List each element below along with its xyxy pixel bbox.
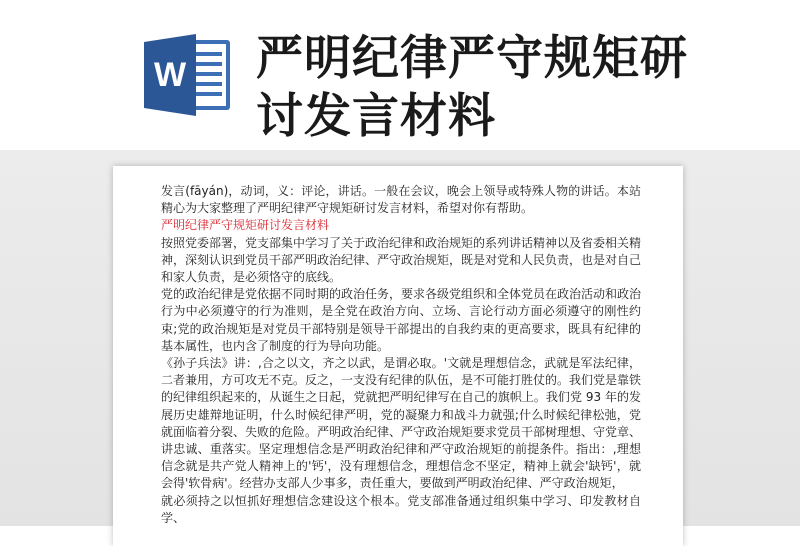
title-line-2: 讨发言材料 — [256, 89, 496, 144]
paragraph-body: 《孙子兵法》讲：,合之以文，齐之以武，是谓必取。'文就是理想信念，武就是军法纪律，二者兼用，方可攻无不克。反之，一支没有纪律的队伍，是不可能打胜仗的。我们党是靠铁的纪律组织起来的，从诞生之日起，党就把严明纪律写在自己的旗帜上。我们党 93 年的发展历史雄辩地证明，什么时候纪律严明，党的凝聚力和战斗力就强;什么时候纪律松弛，党就面临着分裂、失败的危险。严明政治纪律、严守政治规矩要求党员干部树理想、守党章、讲忠诚、重落实。坚定理想信念是严明政治纪律和严守政治规矩的前提条件。指出：,理想信念就是共产党人精神上的'钙'，没有理想信念，理想信念不坚定，精神上就会'缺钙'，就会得'软骨病'。经营办支部人少事多，责任重大，要做到严明政治纪律、严守政治规矩， — [161, 356, 642, 491]
document-body — [161, 183, 641, 527]
word-document-icon — [142, 34, 234, 116]
paragraph-intro: 发言(fāyán)，动词，义：评论，讲话。一般在会议，晚会上领导或特殊人物的讲话。本站精心为大家整理了严明纪律严守规矩研讨发言材料，希望对你有帮助。 — [161, 184, 641, 216]
word-logo-letter: W — [153, 56, 187, 94]
title-line-1: 严明纪律严守规矩研 — [256, 31, 688, 86]
paragraph-heading: 严明纪律严守规矩研讨发言材料 — [161, 218, 330, 233]
paragraph-body: 就必须持之以恒抓好理想信念建设这个根本。党支部准备通过组织集中学习、印发教材自学、 — [161, 493, 641, 525]
page-title — [256, 30, 776, 146]
paragraph-body: 按照党委部署，党支部集中学习了关于政治纪律和政治规矩的系列讲话精神以及省委相关精神，深刻认识到党员干部严明政治纪律、严守政治规矩，既是对党和人民负责，也是对自己和家人负责，是必须恪守的底线。 — [161, 235, 642, 285]
document-page[interactable] — [113, 166, 683, 546]
paragraph-body: 党的政治纪律是党依据不同时期的政治任务，要求各级党组织和全体党员在政治活动和政治行为中必须遵守的行为准则，是全党在政治方向、立场、言论行动方面必须遵守的刚性约束;党的政治规矩是对党员干部特别是领导干部提出的自我约束的更高要求，既具有纪律的基本属性，也内含了制度的行为导向功能。 — [161, 287, 642, 353]
header-banner — [0, 0, 800, 150]
